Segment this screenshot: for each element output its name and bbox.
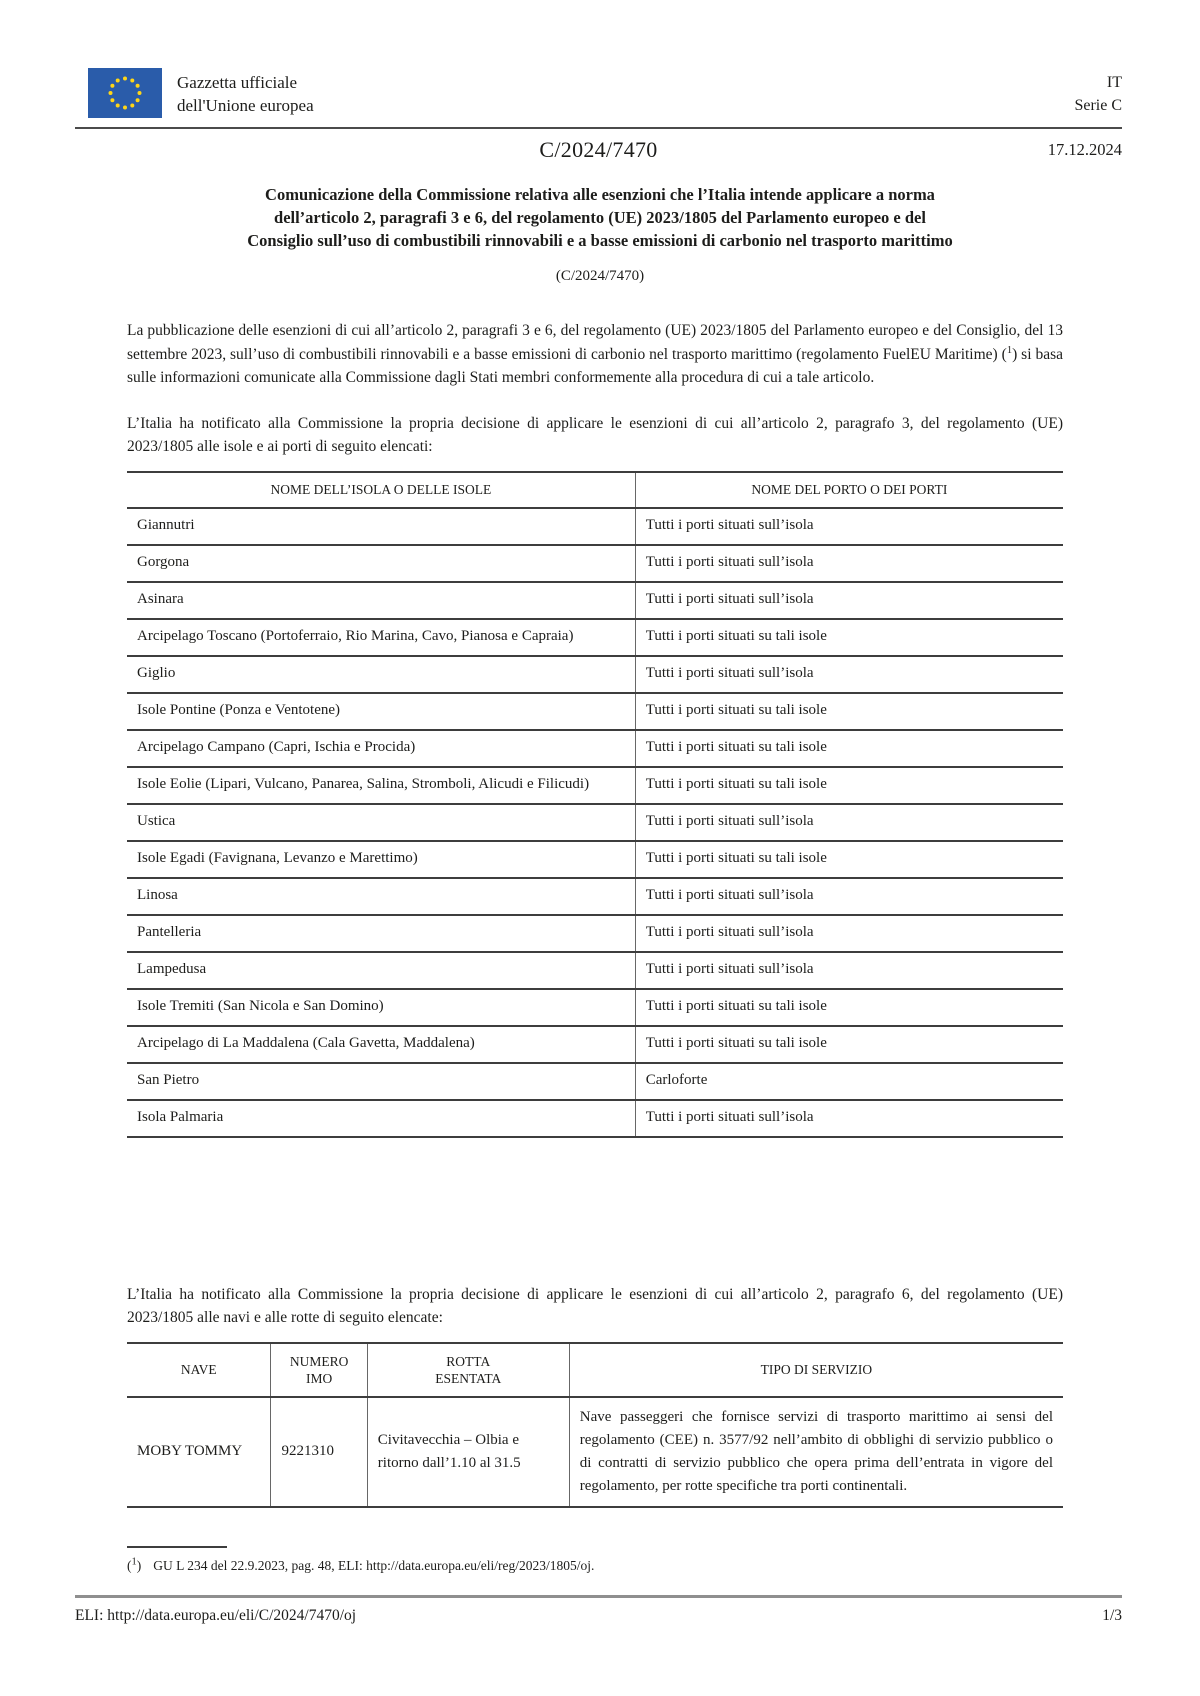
table-row [127,508,1063,545]
footnote-text: GU L 234 del 22.9.2023, pag. 48, ELI: http://data.europa.eu/eli/reg/2023/1805/oj. [153,1557,595,1573]
table-header-row [127,1343,1063,1397]
islands-ports-table [127,471,1063,1138]
imo-cell: 9221310 [271,1397,367,1507]
footnote-rule [127,1546,227,1548]
port-cell: Tutti i porti situati sull’isola [635,508,1063,545]
island-cell: Isola Palmaria [127,1100,635,1137]
table-row [127,804,1063,841]
column-header-port: NOME DEL PORTO O DEI PORTI [635,472,1063,508]
table-header-row [127,472,1063,508]
title-line: Comunicazione della Commissione relativa alle esenzioni che l’Italia intende applicare a norma [265,185,935,204]
document-reference: (C/2024/7470) [555,268,645,284]
series-label: Serie C [1074,97,1122,114]
port-cell: Tutti i porti situati su tali isole [635,693,1063,730]
port-cell: Tutti i porti situati su tali isole [635,989,1063,1026]
port-cell: Tutti i porti situati sull’isola [635,1100,1063,1137]
port-cell: Tutti i porti situati su tali isole [635,619,1063,656]
table-row [127,730,1063,767]
column-header-imo: NUMERO IMO [271,1343,367,1397]
table-row [127,841,1063,878]
island-cell: Arcipelago Toscano (Portoferraio, Rio Marina, Cavo, Pianosa e Capraia) [127,619,635,656]
port-cell: Tutti i porti situati su tali isole [635,767,1063,804]
island-cell: Giannutri [127,508,635,545]
footnote [127,1557,1063,1575]
eu-flag-icon [88,68,162,118]
ships-intro-paragraph: L’Italia ha notificato alla Commissione la propria decisione di applicare le esenzioni di cui all’articolo 2, paragrafo 6, del regolamento (UE) 2023/1805 alle navi e alle rotte di seguito elencate: [127,1285,1063,1326]
page-footer [75,1607,1122,1625]
table-row [127,1026,1063,1063]
island-cell: Lampedusa [127,952,635,989]
islands-intro-paragraph: L’Italia ha notificato alla Commissione la propria decisione di applicare le esenzioni di cui all’articolo 2, paragrafo 3, del regolamento (UE) 2023/1805 alle isole e ai porti di seguito elencati: [127,414,1063,455]
table-row [127,693,1063,730]
table-row [127,1100,1063,1137]
island-cell: Isole Pontine (Ponza e Ventotene) [127,693,635,730]
island-cell: San Pietro [127,1063,635,1100]
port-cell: Tutti i porti situati sull’isola [635,545,1063,582]
column-header-ship: NAVE [127,1343,271,1397]
column-header-island: NOME DELL’ISOLA O DELLE ISOLE [127,472,635,508]
island-cell: Giglio [127,656,635,693]
port-cell: Carloforte [635,1063,1063,1100]
table-row [127,878,1063,915]
footnote-marker: ($^1$) [127,1556,142,1573]
table-row [127,915,1063,952]
page-number: 1/3 [1102,1606,1122,1624]
language-code: IT [1106,74,1122,91]
table-row [127,989,1063,1026]
intro-paragraph [127,319,1063,390]
table-row [127,619,1063,656]
footer-rule [75,1595,1122,1598]
column-header-service: TIPO DI SERVIZIO [569,1343,1063,1397]
island-cell: Ustica [127,804,635,841]
table-row [127,582,1063,619]
island-cell: Arcipelago di La Maddalena (Cala Gavetta, Maddalena) [127,1026,635,1063]
table-row [127,1063,1063,1100]
journal-name-line2: dell'Unione europea [177,96,314,115]
port-cell: Tutti i porti situati sull’isola [635,656,1063,693]
header-rule [75,127,1122,129]
island-cell: Isole Tremiti (San Nicola e San Domino) [127,989,635,1026]
route-cell: Civitavecchia – Olbia e ritorno dall’1.10 al 31.5 [367,1397,569,1507]
island-cell: Isole Egadi (Favignana, Levanzo e Marettimo) [127,841,635,878]
document-number: C/2024/7470 [539,137,658,162]
port-cell: Tutti i porti situati su tali isole [635,1026,1063,1063]
port-cell: Tutti i porti situati sull’isola [635,915,1063,952]
footer-eli: ELI: http://data.europa.eu/eli/C/2024/7470/oj [75,1606,357,1624]
table-row [127,1397,1063,1507]
table-row [127,656,1063,693]
port-cell: Tutti i porti situati sull’isola [635,804,1063,841]
port-cell: Tutti i porti situati su tali isole [635,841,1063,878]
table-row [127,767,1063,804]
island-cell: Gorgona [127,545,635,582]
port-cell: Tutti i porti situati sull’isola [635,878,1063,915]
document-date: 17.12.2024 [1047,140,1122,159]
service-cell: Nave passeggeri che fornisce servizi di trasporto marittimo ai sensi del regolamento (CEE) n. 3577/92 nell’ambito di obblighi di servizio pubblico o di contratti di servizio pubblico che opera prima dell’entrata in vigore del regolamento, per rotte specifiche tra porti continentali. [569,1397,1063,1507]
column-header-route: ROTTA ESENTATA [367,1343,569,1397]
island-cell: Arcipelago Campano (Capri, Ischia e Procida) [127,730,635,767]
intro-text-1: La pubblicazione delle esenzioni di cui all’articolo 2, paragrafi 3 e 6, del regolamento (UE) 2023/1805 del Parlamento europeo e del Consiglio, del 13 settembre 2023, sull’uso di combustibili rinnovabili e a basse emissioni di carbonio nel trasporto marittimo (regolamento FuelEU Maritime) ( [127,322,1063,363]
journal-name [177,68,314,118]
island-cell: Isole Eolie (Lipari, Vulcano, Panarea, Salina, Stromboli, Alicudi e Filicudi) [127,767,635,804]
table-row [127,952,1063,989]
title-line: Consiglio sull’uso di combustibili rinnovabili e a basse emissioni di carbonio nel trasporto marittimo [247,231,953,250]
port-cell: Tutti i porti situati sull’isola [635,952,1063,989]
island-cell: Pantelleria [127,915,635,952]
port-cell: Tutti i porti situati su tali isole [635,730,1063,767]
document-title [110,183,1090,252]
journal-name-line1: Gazzetta ufficiale [177,73,298,92]
footnote-reference: 1 [1006,344,1013,356]
ship-cell: MOBY TOMMY [127,1397,271,1507]
port-cell: Tutti i porti situati sull’isola [635,582,1063,619]
table-row [127,545,1063,582]
island-cell: Asinara [127,582,635,619]
island-cell: Linosa [127,878,635,915]
title-line: dell’articolo 2, paragrafi 3 e 6, del regolamento (UE) 2023/1805 del Parlamento europeo e del [274,208,926,227]
ships-routes-table [127,1342,1063,1508]
intro-text-2: ) si basa sulle informazioni comunicate alla Commissione dagli Stati membri conformemente alla procedura di cui a tale articolo. [127,345,1063,386]
page-header [88,0,1122,118]
